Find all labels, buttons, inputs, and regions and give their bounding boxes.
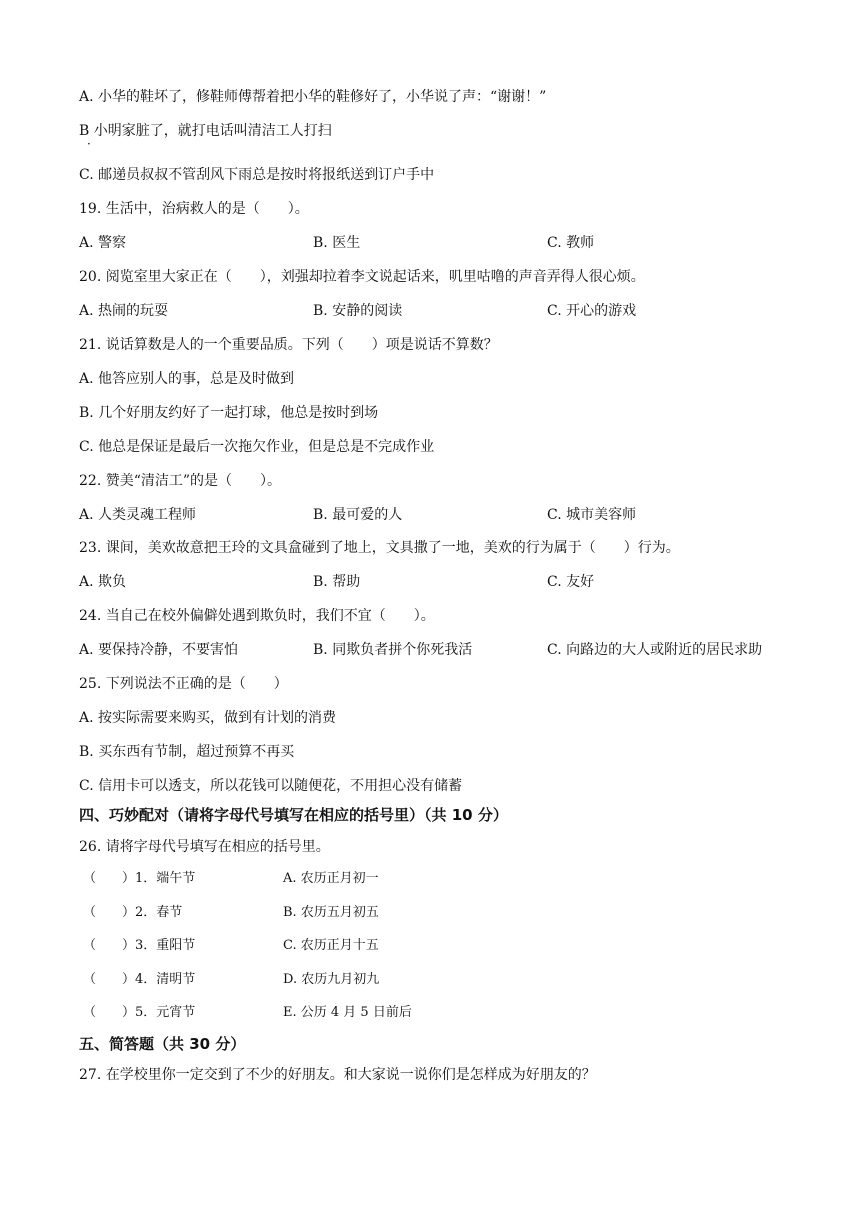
q21-option-b: B. 几个好朋友约好了一起打球，他总是按时到场 bbox=[79, 405, 379, 421]
q22-stem: 22. 赞美“清洁工”的是（ ）。 bbox=[79, 473, 282, 489]
q20-option-a: A. 热闹的玩耍 bbox=[79, 303, 169, 319]
q23-option-c: C. 友好 bbox=[547, 574, 595, 590]
q21-option-c: C. 他总是保证是最后一次拖欠作业，但是总是不完成作业 bbox=[79, 439, 435, 455]
q24-option-a: A. 要保持冷静，不要害怕 bbox=[79, 642, 239, 658]
q20-option-c: C. 开心的游戏 bbox=[547, 303, 637, 319]
match-item-1: （ ）1．端午节 bbox=[83, 871, 196, 886]
q20-stem: 20. 阅览室里大家正在（ ），刘强却拉着李文说起话来，叽里咕噜的声音弄得人很心烦。 bbox=[79, 269, 645, 285]
q18-option-c: C. 邮递员叔叔不管刮风下雨总是按时将报纸送到订户手中 bbox=[79, 167, 435, 183]
match-option-a: A. 农历正月初一 bbox=[283, 871, 379, 886]
q27-stem: 27. 在学校里你一定交到了不少的好朋友。和大家说一说你们是怎样成为好朋友的？ bbox=[79, 1067, 596, 1083]
match-option-c: C. 农历正月十五 bbox=[283, 938, 379, 953]
q19-stem: 19. 生活中，治病救人的是（ ）。 bbox=[79, 201, 309, 217]
q22-option-a: A. 人类灵魂工程师 bbox=[79, 507, 197, 523]
q18-option-b-dot: · bbox=[87, 137, 91, 151]
q26-stem: 26. 请将字母代号填写在相应的括号里。 bbox=[79, 839, 330, 855]
q19-option-a: A. 警察 bbox=[79, 235, 127, 251]
q23-option-a: A. 欺负 bbox=[79, 574, 127, 590]
match-item-4: （ ）4．清明节 bbox=[83, 972, 196, 987]
q23-stem: 23. 课间，美欢故意把王玲的文具盒碰到了地上，文具撒了一地，美欢的行为属于（ ）行为。 bbox=[79, 540, 680, 556]
q22-option-b: B. 最可爱的人 bbox=[313, 507, 403, 523]
section-5-title: 五、简答题（共 30 分） bbox=[79, 1035, 246, 1053]
q25-option-a: A. 按实际需要来购买，做到有计划的消费 bbox=[79, 710, 337, 726]
match-item-3: （ ）3．重阳节 bbox=[83, 938, 196, 953]
q25-stem: 25. 下列说法不正确的是（ ） bbox=[79, 676, 288, 692]
q20-option-b: B. 安静的阅读 bbox=[313, 303, 403, 319]
match-option-b: B. 农历五月初五 bbox=[283, 905, 379, 920]
match-option-e: E. 公历 4 月 5 日前后 bbox=[283, 1005, 412, 1020]
q19-option-c: C. 教师 bbox=[547, 235, 595, 251]
match-option-d: D. 农历九月初九 bbox=[283, 972, 380, 987]
q24-option-c: C. 向路边的大人或附近的居民求助 bbox=[547, 642, 763, 658]
q24-option-b: B. 同欺负者拼个你死我活 bbox=[313, 642, 473, 658]
q25-option-c: C. 信用卡可以透支，所以花钱可以随便花，不用担心没有储蓄 bbox=[79, 778, 463, 794]
match-item-5: （ ）5．元宵节 bbox=[83, 1005, 196, 1020]
q21-stem: 21. 说话算数是人的一个重要品质。下列（ ）项是说话不算数？ bbox=[79, 337, 498, 353]
q19-option-b: B. 医生 bbox=[313, 235, 361, 251]
q21-option-a: A. 他答应别人的事，总是及时做到 bbox=[79, 371, 295, 387]
q18-option-a: A. 小华的鞋坏了，修鞋师傅帮着把小华的鞋修好了，小华说了声：“谢谢！” bbox=[79, 89, 547, 105]
q22-option-c: C. 城市美容师 bbox=[547, 507, 637, 523]
match-item-2: （ ）2．春节 bbox=[83, 905, 183, 920]
section-4-title: 四、巧妙配对（请将字母代号填写在相应的括号里）（共 10 分） bbox=[79, 806, 508, 824]
q24-stem: 24. 当自己在校外偏僻处遇到欺负时，我们不宜（ ）。 bbox=[79, 608, 435, 624]
q25-option-b: B. 买东西有节制，超过预算不再买 bbox=[79, 744, 295, 760]
q18-option-b: B 小明家脏了，就打电话叫清洁工人打扫 bbox=[79, 123, 332, 139]
q23-option-b: B. 帮助 bbox=[313, 574, 361, 590]
